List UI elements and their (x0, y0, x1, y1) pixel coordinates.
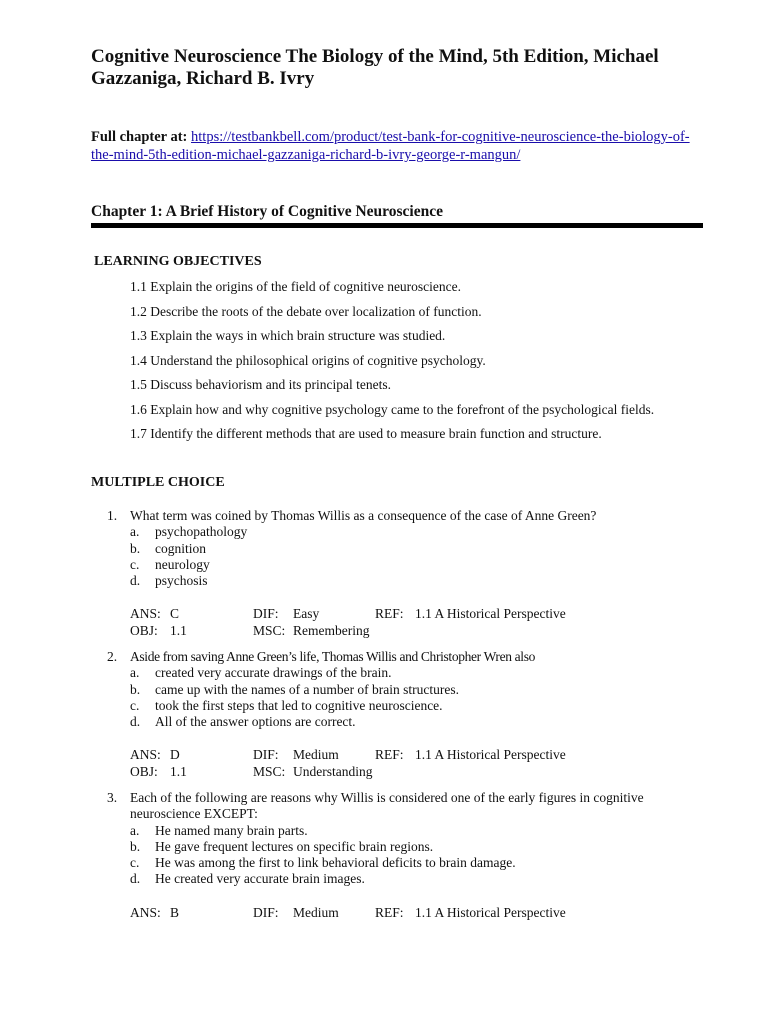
objective-item: 1.2 Describe the roots of the debate over localization of function. (130, 303, 482, 319)
heading-divider (91, 223, 703, 228)
answer-option: d. All of the answer options are correct. (130, 714, 356, 730)
answer-option: b. cognition (130, 540, 206, 556)
answer-key: C (170, 606, 180, 622)
answer-option: b. came up with the names of a number of brain structures. (130, 681, 460, 697)
answer-option: c. took the first steps that led to cognitive neuroscience. (130, 697, 443, 713)
answer-metadata: ANS: D DIF: Medium REF: 1.1 A Historical Perspective OBJ: 1.1 MSC: Understanding (130, 747, 566, 780)
question-3 (107, 790, 707, 922)
difficulty: Easy (293, 606, 320, 622)
reference: 1.1 A Historical Perspective (415, 606, 566, 622)
full-chapter-line (91, 128, 711, 164)
objective-item: 1.5 Discuss behaviorism and its principal tenets. (130, 377, 391, 392)
objective-ref: 1.1 (170, 623, 187, 639)
answer-option: a. He named many brain parts. (130, 822, 308, 838)
answer-option: d. psychosis (130, 573, 208, 589)
answer-options (107, 823, 707, 888)
answer-option: b. He gave frequent lectures on specific brain regions. (130, 838, 434, 854)
reference: 1.1 A Historical Perspective (415, 904, 566, 920)
question-1 (107, 508, 707, 640)
answer-option: c. neurology (130, 556, 210, 572)
multiple-choice-heading: MULTIPLE CHOICE (91, 475, 225, 490)
chapter-heading: Chapter 1: A Brief History of Cognitive Neuroscience (91, 203, 443, 220)
answer-metadata: ANS: B DIF: Medium REF: 1.1 A Historical Perspective (130, 904, 566, 920)
answer-options (107, 524, 707, 589)
question-number: 1. (107, 508, 118, 523)
objective-item: 1.7 Identify the different methods that are used to measure brain function and structure. (130, 426, 602, 441)
objective-item: 1.4 Understand the philosophical origins of cognitive psychology. (130, 352, 486, 368)
reference: 1.1 A Historical Perspective (415, 747, 566, 763)
question-number: 3. (107, 790, 118, 805)
question-number: 2. (107, 649, 118, 664)
answer-option: d. He created very accurate brain images. (130, 871, 365, 887)
document-title: Cognitive Neuroscience The Biology of the Mind, 5th Edition, Michael Gazzaniga, Richard B. Ivry (91, 46, 659, 89)
question-stem: Aside from saving Anne Green’s life, Thomas Willis and Christopher Wren also (130, 649, 535, 664)
objective-item: 1.1 Explain the origins of the field of cognitive neuroscience. (130, 279, 462, 294)
objective-item: 1.3 Explain the ways in which brain structure was studied. (130, 328, 446, 343)
objective-ref: 1.1 (170, 764, 187, 780)
full-chapter-label: Full chapter at: (91, 129, 188, 145)
learning-objectives-heading: LEARNING OBJECTIVES (94, 254, 262, 269)
answer-key: D (170, 747, 180, 763)
objective-item: 1.6 Explain how and why cognitive psychology came to the forefront of the psychological fields. (130, 401, 655, 417)
msc-category: Remembering (293, 623, 370, 639)
answer-option: c. He was among the first to link behavioral deficits to brain damage. (130, 855, 516, 871)
answer-option: a. psychopathology (130, 524, 248, 540)
answer-option: a. created very accurate drawings of the brain. (130, 665, 392, 681)
answer-key: B (170, 904, 180, 920)
objectives-list (130, 279, 654, 451)
answer-options (107, 665, 707, 730)
full-chapter-link[interactable]: https://testbankbell.com/product/test-bank-for-cognitive-neuroscience-the-biology-of-the-mind-5th-edition-michael-gazzaniga-richard-b-ivry-george-r-mangun/ (91, 129, 690, 163)
answer-metadata: ANS: C DIF: Easy REF: 1.1 A Historical Perspective OBJ: 1.1 MSC: Remembering (130, 606, 566, 639)
question-stem: Each of the following are reasons why Willis is considered one of the early figures in cognitive neuroscience EXCEPT: (130, 790, 644, 822)
difficulty: Medium (293, 904, 339, 920)
difficulty: Medium (293, 747, 339, 763)
msc-category: Understanding (293, 764, 373, 780)
question-2 (107, 649, 707, 781)
question-stem: What term was coined by Thomas Willis as a consequence of the case of Anne Green? (130, 508, 597, 523)
